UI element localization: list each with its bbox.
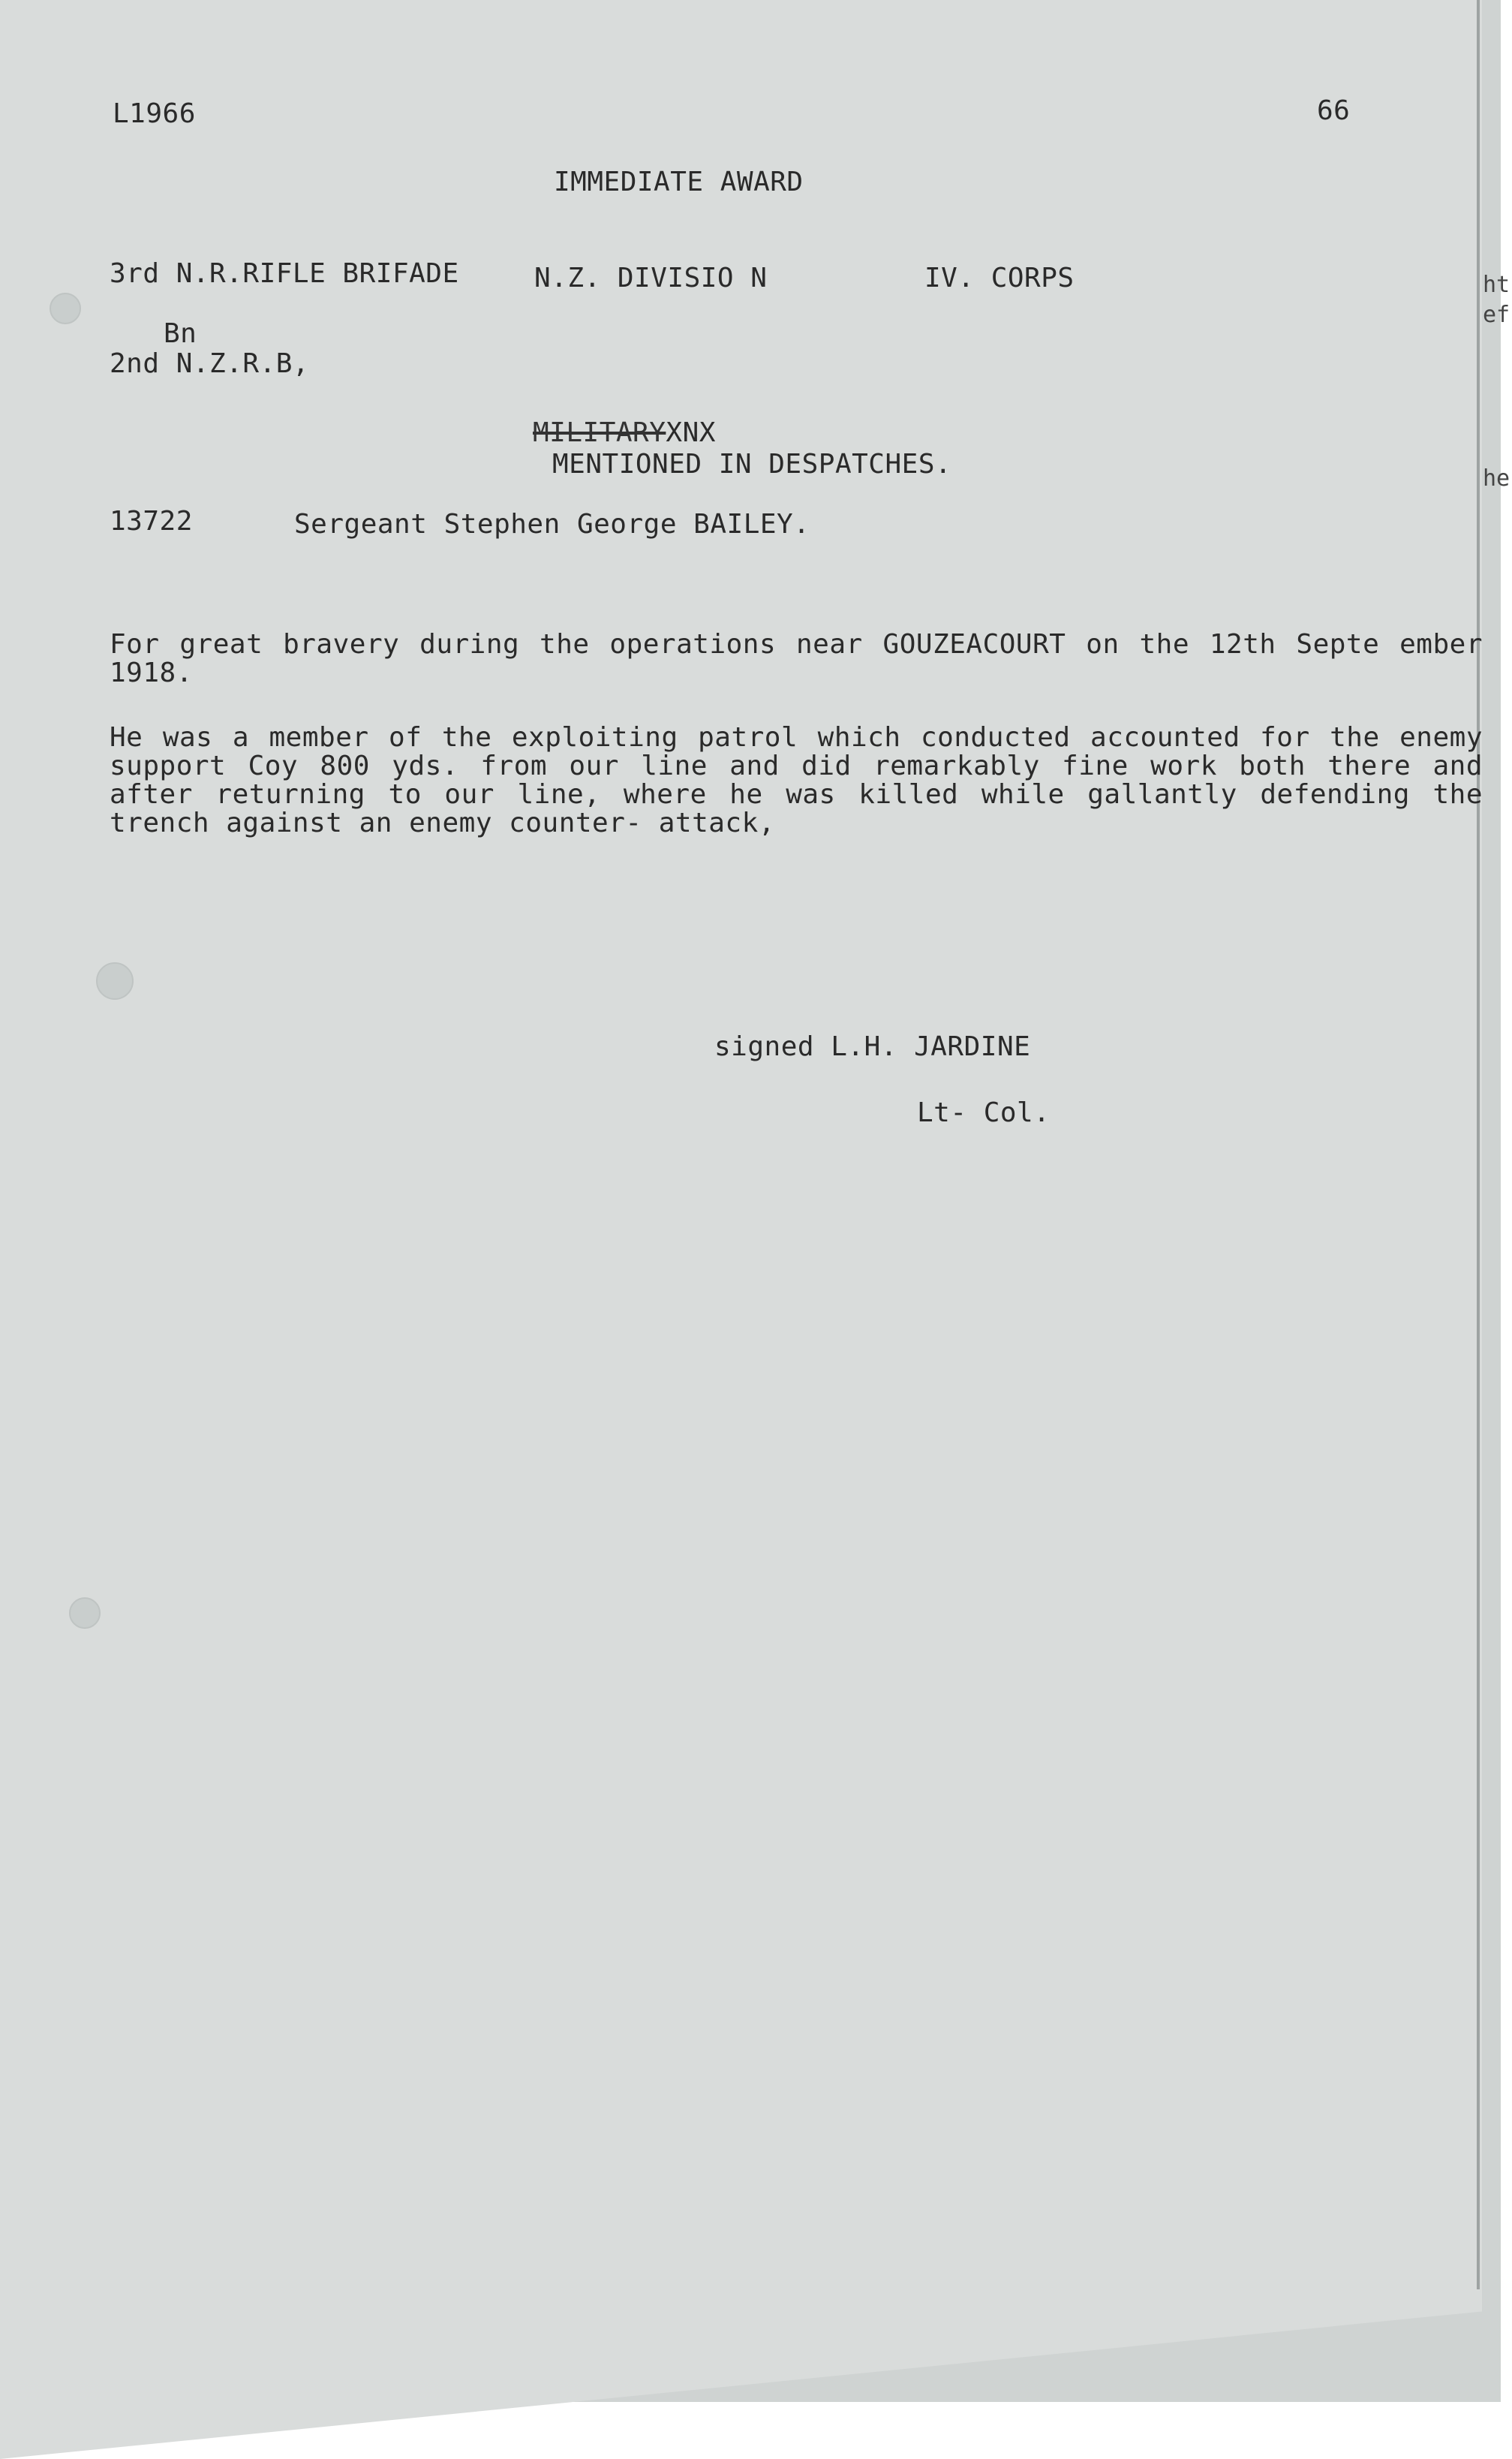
struck-suffix: XNX bbox=[666, 417, 716, 448]
punch-hole bbox=[50, 293, 81, 324]
margin-fragment: ht bbox=[1483, 272, 1510, 298]
punch-hole bbox=[69, 1597, 101, 1629]
battalion-label: Bn bbox=[164, 318, 197, 349]
margin-fragment: he bbox=[1483, 465, 1510, 492]
brigade: 3rd N.R.RIFLE BRIFADE bbox=[110, 258, 459, 289]
citation-paragraph-1: For great bravery during the operations near GOUZEACOURT on the 12th Septe ember 1918. bbox=[110, 629, 1483, 688]
award-type: MENTIONED IN DESPATCHES. bbox=[552, 449, 952, 480]
citation-paragraph-2: He was a member of the exploiting patrol which conducted accounted for the enemy support Coy 800 yds. from our line and did remarkably fine work both there and after returning to our line, where he was killed while gallantly defending the trench against an enemy counter- attack, bbox=[110, 722, 1483, 838]
document-title: IMMEDIATE AWARD bbox=[554, 167, 804, 197]
corps: IV. CORPS bbox=[924, 263, 1075, 293]
recipient-name: Sergeant Stephen George BAILEY. bbox=[294, 509, 810, 540]
battalion: 2nd N.Z.R.B, bbox=[110, 348, 310, 379]
service-number: 13722 bbox=[110, 506, 193, 537]
file-reference: L1966 bbox=[113, 98, 196, 129]
signatory-rank: Lt- Col. bbox=[917, 1097, 1051, 1128]
punch-hole bbox=[96, 962, 134, 1000]
page-edge bbox=[1477, 0, 1480, 2289]
signature-line: signed L.H. JARDINE bbox=[714, 1031, 1031, 1062]
struck-text: MILITARY bbox=[533, 417, 666, 448]
page-number: 66 bbox=[1317, 95, 1351, 126]
struck-award-line bbox=[533, 419, 716, 447]
margin-fragment: ef bbox=[1483, 302, 1510, 328]
division: N.Z. DIVISIO N bbox=[534, 263, 768, 293]
